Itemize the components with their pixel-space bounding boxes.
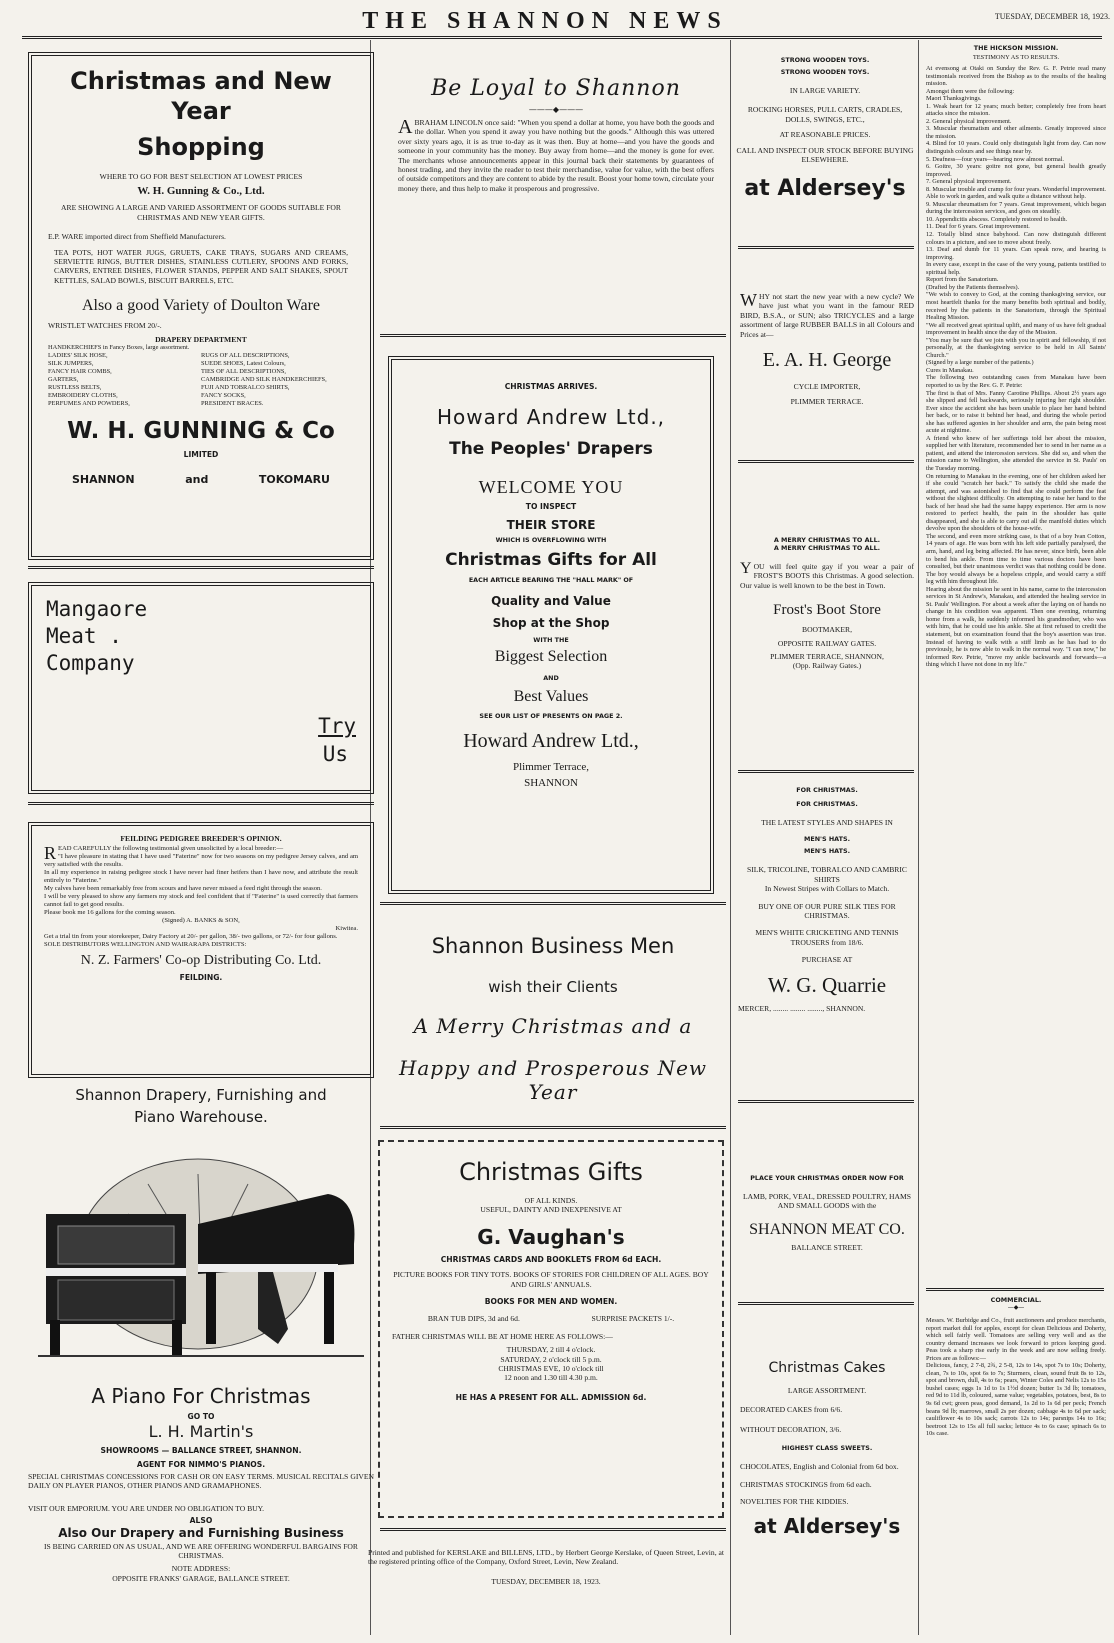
- grand-piano-keys: [198, 1264, 338, 1272]
- frost-merry-2: A MERRY CHRISTMAS TO ALL.: [773, 544, 881, 552]
- martin-address: OPPOSITE FRANKS' GARAGE, BALLANCE STREET.: [112, 1574, 290, 1583]
- george-text: HY not start the new year with a new cycle? We have just what you want in the famour RED BIRD, B.S.A., or SUN; also TRICYCLES and a large assortment of large RUBBER BALLS in all Colours and Prices at—: [740, 292, 914, 339]
- feilding-place: Kiwitea.: [335, 925, 358, 933]
- mangaore-us: Us: [322, 742, 348, 766]
- masthead-date: TUESDAY, DECEMBER 18, 1923.: [994, 12, 1110, 21]
- quarrie-latest: THE LATEST STYLES AND SHAPES IN: [761, 818, 893, 827]
- howard-with: WITH THE: [533, 635, 569, 644]
- ornament-icon: ———◆———: [528, 105, 584, 114]
- feilding-town: FEILDING.: [179, 973, 223, 983]
- vaughan-name: G. Vaughan's: [477, 1224, 625, 1249]
- vaughan-times: THURSDAY, 2 till 4 o'clock. SATURDAY, 2 o'clock till 5 p.m. CHRISTMAS EVE, 10 o'clock till 12 noon and 1.30 till 4.30 p.m.: [498, 1345, 604, 1383]
- gunning-towns: [48, 473, 354, 486]
- howard-gifts: Christmas Gifts for All: [445, 549, 657, 570]
- feilding-company: N. Z. Farmers' Co-op Distributing Co. Ltd.: [80, 953, 322, 969]
- george-street: PLIMMER TERRACE.: [790, 397, 864, 407]
- aldersey-variety: IN LARGE VARIETY.: [789, 86, 861, 95]
- grand-piano-leg: [206, 1272, 216, 1344]
- cakes-stockings: CHRISTMAS STOCKINGS from 6d each.: [740, 1479, 872, 1489]
- martin-also: ALSO: [189, 1516, 213, 1525]
- frost-body: [740, 562, 914, 590]
- divider: [28, 566, 374, 569]
- gunning-advert: [28, 52, 374, 560]
- commercial-title: COMMERCIAL.: [990, 1296, 1042, 1304]
- aldersey-at: at Aldersey's: [744, 176, 906, 202]
- howard-inspect: TO INSPECT: [525, 502, 577, 512]
- quarrie-silk: SILK, TRICOLINE, TOBRALCO AND CAMBRIC SHIRTS: [747, 865, 907, 884]
- quarrie-name: W. G. Quarrie: [767, 972, 887, 997]
- george-advert: [740, 292, 914, 448]
- gunning-and: and: [185, 473, 209, 487]
- quarrie-stripes: In Newest Stripes with Collars to Match.: [764, 884, 890, 894]
- vaughan-tub: BRAN TUB DIPS, 3d and 6d.: [427, 1314, 520, 1324]
- vaughan-advert: [378, 1140, 724, 1518]
- gunning-wristlet: WRISTLET WATCHES FROM 20/-.: [48, 321, 162, 331]
- loyal-text: BRAHAM LINCOLN once said: "When you spend a dollar at home, you have both the goods and the dollar. When you spend it away you have nothing but the goods." Although this was uttered over sixty years ago, it is as true to-day as it was then. Buy at home—and you have the goods and someone in your community has the money. Buy away from home—and the money is gone for ever. The merchants whose announcements appear in this journal back their statements by guarantees of honest trading, and they invite the reader to test their merchandise, value for value, with the best offers of outside competitors and they are content to abide by the result. Boost your home town, circulate your money there, and thus help to make it prosperous and progressive.: [398, 118, 714, 193]
- upright-piano-panel: [58, 1226, 174, 1264]
- vaughan-father: FATHER CHRISTMAS WILL BE AT HOME HERE AS FOLLOWS:—: [392, 1331, 613, 1341]
- divider: [380, 1528, 726, 1531]
- vaughan-useful: USEFUL, DAINTY AND INEXPENSIVE AT: [480, 1205, 622, 1215]
- vaughan-title: Christmas Gifts: [459, 1158, 643, 1186]
- upright-piano-base: [58, 1280, 174, 1320]
- vaughan-present: HE HAS A PRESENT FOR ALL. ADMISSION 6d.: [455, 1392, 647, 1402]
- gunning-drapery-head: DRAPERY DEPARTMENT: [155, 334, 247, 344]
- upright-piano-leg: [172, 1320, 182, 1356]
- loyal-dropcap: A: [398, 116, 413, 138]
- masthead: [0, 4, 1114, 36]
- howard-arrives: CHRISTMAS ARRIVES.: [504, 382, 598, 391]
- cakes-decorated: DECORATED CAKES from 6/6.: [740, 1405, 843, 1415]
- howard-hallmark: EACH ARTICLE BEARING THE "HALL MARK" OF: [468, 575, 634, 584]
- divider: [28, 802, 374, 805]
- hickson-body: At evensong at Otaki on Sunday the Rev. G. F. Petrie read many testimonials received from the Bishop as to the results of the healing mission. Amongst them were the following: Maori Thanksgivings. 1. Weak heart for 12 years; much better; completely free from heart attacks since the mission. 2. General physical improvement. 3. Muscular rheumatism and other ailments. Greatly improved since the mission. 4. Blind for 10 years. Could only distinguish light from day. Can now distinguish colours and see things near by. 5. Deafness—four years—hearing now almost normal. 6. Goitre, 30 years: goitre not gone, but general health greatly improved. 7. General physical improvement. 8. Muscular trouble and cramp for four years. Wonderful improvement. Able to work in garden, and walk quite a distance without help. 9. Muscular rheumatism for 7 years. Great improvement, which began during the intercession services, and goes on steadily. 10. Appendicitis abscess. Completely restored to health. 11. Deaf for 6 years. Great improvement. 12. Totally blind since babyhood. Can now distinguish different colours in a picture, and see to move about freely. 13. Deaf and dumb for 11 years. Can speak now, and hearing is improving. In every case, except in the case of the very young, patients testified to spiritual help. Report from the Sanatorium. (Drafted by the Patients themselves). "We wish to convey to God, at the coming thanksgiving service, our most heartfelt thanks for the many benefits both spiritual and bodily, received by the patients in the Sanatorium, through the Spiritual Healing Mission. "We all received great spiritual uplift, and many of us have felt gradual improvement in health since the day of the Mission. "You may be sure that we join with you in spirit and fellowship, if not personally, at the thanksgiving service to be held in All Saints' Church." (Signed by a large number of the patients.) Cures in Manakau. The following two outstanding cases from Manakau have been reported to us by the Rev. G. F. Petrie: The first is that of Mrs. Fanny Carotine Phillips. About 2½ years ago she slipped and fell backwards, seriously injuring her right shoulder. Ever since the accident she has been unable to place her hand behind her back, or to raise it behind her head, and during the whole period she has suffered agonies in her shoulder and arm, the pain being most acute at nightime. A friend who knew of her sufferings told her about the mission, supplied her with literature, recommended her to send in her name as a patient, and attend the intercession services. She did so, and when the mission came to Wellington, she attended the service in St. Pauls' on the Tuesday morning. On returning to Manakau in the evening, one of her children asked her if she could "scratch her back." To satisfy the child she made the attempt, and was astonished to find that she could perform the feat without the slightest difficulty. On attempting to raise her hand to the back of her head she had the same happy experience. Her arm is now restored to perfect health, the pain in the shoulder has quite disappeared, and she is able to carry out all the manifold duties which devolve upon the shoulders of the house-wife. The second, and even more striking case, is that of a boy Ivan Cotton, 14 years of age. He was born with his left side partially paralysed, the arm, hand, and leg being affected. He has never, since birth, been able to bend his ankle. From time to time various doctors have been consulted, but their unanimous verdict was that nothing could be done. The boy would always be a hopeless cripple, and would carry a stiff leg with him throughout life. Hearing about the mission he sent in his name, came to the intercession services in St Andrew's, Manakau, and attended the healing service in St. Pauls' Wellington. For about a week after the laying on of hands no change in his condition was apparent. Then one evening, returning home from a walk, he suddenly informed his grandmother, who was with him, that he could use his ankle. She at first refused to credit the statement, but on examination found that the boy's assertion was true. Instead of having to walk with a stiff limb as he has had to do previously, he is now able to walk in the normal way. "I can now," he informed Rev. Petrie, "move my ankle backwards and forwards—a thing which I have not done in my life.": [926, 65, 1106, 669]
- howard-store: THEIR STORE: [506, 517, 596, 532]
- divider: [738, 770, 914, 773]
- divider: [738, 246, 914, 249]
- column-rule-3: [918, 40, 919, 1635]
- howard-best: Best Values: [513, 687, 589, 705]
- gunning-showing: ARE SHOWING A LARGE AND VARIED ASSORTMENT OF GOODS SUITABLE FOR CHRISTMAS AND NEW YEAR GIFTS.: [61, 203, 341, 222]
- martin-visit: VISIT OUR EMPORIUM. YOU ARE UNDER NO OBLIGATION TO BUY.: [28, 1504, 265, 1513]
- divider: [380, 902, 726, 905]
- vaughan-of: OF ALL KINDS.: [524, 1196, 578, 1205]
- martin-agent: AGENT FOR NIMMO'S PIANOS.: [136, 1460, 266, 1469]
- divider: [926, 1288, 1104, 1291]
- divider: [738, 1100, 914, 1103]
- business-head: Shannon Business Men: [431, 934, 675, 958]
- frost-dropcap: Y: [740, 560, 752, 577]
- howard-see: SEE OUR LIST OF PRESENTS ON PAGE 2.: [479, 711, 623, 720]
- masthead-rule: [22, 36, 1102, 39]
- upright-piano-keys: [46, 1268, 186, 1276]
- howard-shop: Shop at the Shop: [492, 615, 610, 630]
- howard-town: SHANNON: [524, 776, 578, 789]
- martin-note: NOTE ADDRESS:: [171, 1564, 231, 1573]
- george-name: E. A. H. George: [762, 349, 892, 372]
- meat-street: BALLANCE STREET.: [791, 1242, 863, 1252]
- divider: [738, 460, 914, 463]
- quarrie-hats-2: MEN'S HATS.: [803, 847, 851, 856]
- gunning-epware: E.P. WARE imported direct from Sheffield Manufacturers.: [48, 232, 226, 242]
- gunning-firm: W. H. Gunning & Co., Ltd.: [137, 185, 265, 198]
- aldersey-prices: AT REASONABLE PRICES.: [779, 130, 871, 140]
- ornament-icon: —◆—: [1007, 1304, 1025, 1311]
- hickson-sub: TESTIMONY AS TO RESULTS.: [972, 54, 1060, 61]
- quarrie-ties: BUY ONE OF OUR PURE SILK TIES FOR CHRISTMAS.: [758, 901, 896, 921]
- feilding-distributors: SOLE DISTRIBUTORS WELLINGTON AND WAIRARAPA DISTRICTS:: [44, 941, 247, 949]
- cakes-without: WITHOUT DECORATION, 3/6.: [740, 1424, 842, 1434]
- howard-and: AND: [543, 673, 559, 682]
- gunning-headline-1: Christmas and New Year: [70, 67, 332, 125]
- feilding-text: EAD CAREFULLY the following testimonial given unsolicited by a local breeder:— "I have pleasure in stating that I have used "Faterine" now for two seasons on my pedigree Jersey calves, and am very satisfied with the results. In all my experience in raising pedigree stock I have never had finer heifers than I have now, and attribute the result entirely to "Faterine." My calves have been remarkably free from scours and have never missed a feed right through the season. I will be very pleased to show any farmers my stock and feel confident that if "Faterine" is used correctly that farmers cannot fail to get good results. Please book me 16 gallons for the coming season.: [44, 845, 358, 917]
- commercial-article: [926, 1296, 1106, 1636]
- aldersey-items: ROCKING HORSES, PULL CARTS, CRADLES, DOLLS, SWINGS, ETC.,: [747, 105, 903, 124]
- imprint: [368, 1548, 724, 1628]
- aldersey-toys-1: STRONG WOODEN TOYS.: [780, 56, 870, 64]
- quarrie-hats-1: MEN'S HATS.: [803, 835, 851, 844]
- quarrie-purchase: PURCHASE AT: [801, 955, 853, 965]
- business-happy: Happy and Prosperous New Year: [398, 1056, 708, 1104]
- frost-advert: [740, 536, 914, 716]
- commercial-body: Messrs. W. Burbidge and Co., fruit auctioneers and produce merchants, report market dull for apples, except for clean Delicious and Doherty, which sell fairly well. Tomatoes are selling very well and as the country demand increases we look forward to prices keeping good. Peas took a sharp rise early in the week and are now selling freely. Prices are as follows:— Delicious, fancy, 2 7-8, 2¾, 2 5-8, 12s to 14s, spot 7s to 10s; Doherty, clean, 7s to 10s, spot 6s to 7s; Sturmers, clean, sound fruit 8s to 12s, spot and brown, dull, 4s to 6s; pears, Winter Coles and Nelis 12s to 15s bushel cases; eggs 1s 1d to 1s 1½d dozen; butter 1s 3d lb; tomatoes, red 9d to 11d lb, coloured, same value; vegetables, potatoes, best, 8s to 9s 6d cwt; green peas, good demand, 1s 2d to 1s 6d per peck; French beans 9d lb; marrows, small 2s per dozen; cabbage 4s to 6d per sack; cauliflower 4s to 10s sack; carrots 12s to 14s; parsnips 14s to 16s; beetroot 12s to 15s all full sacks; lettuce 4s to 6s case; spinach 6s to 10s case.: [926, 1317, 1106, 1438]
- column-rule-2: [730, 40, 731, 1635]
- quarrie-for-2: FOR CHRISTMAS.: [796, 800, 858, 808]
- business-wish: wish their Clients: [488, 978, 618, 996]
- martin-special: SPECIAL CHRISTMAS CONCESSIONS FOR CASH OR ON EASY TERMS. MUSICAL RECITALS GIVEN DAILY ON PLAYER PIANOS, OTHER PIANOS AND GRAMAPHONES.: [28, 1472, 374, 1491]
- aldersey-toys-advert: [736, 52, 914, 238]
- gunning-items: TEA POTS, HOT WATER JUGS, GRUETS, CAKE TRAYS, SUGARS AND CREAMS, SERVIETTE RINGS, BUTTER DISHES, STAINLESS CUTLERY, SPOONS AND FORKS, CARVERS, ENTREE DISHES, FLOWER STANDS, PEPPER AND SALT SHAKES, SPOUT KETTLES, SALAD BOWLS, BISCUIT BARRELS, ETC.: [54, 247, 348, 285]
- loyal-title: Be Loyal to Shannon: [431, 76, 681, 101]
- howard-advert: [388, 356, 714, 894]
- martin-advert: [28, 1082, 374, 1634]
- gunning-bigname: W. H. GUNNING & Co: [67, 418, 335, 445]
- vaughan-cards: CHRISTMAS CARDS AND BOOKLETS FROM 6d EACH.: [440, 1254, 662, 1264]
- upright-piano-leg: [50, 1320, 60, 1356]
- howard-street: Plimmer Terrace,: [513, 760, 589, 773]
- business-greeting: [378, 910, 728, 1110]
- quarrie-mercer: MERCER, ........ ........ ........, SHANNON.: [738, 1003, 866, 1013]
- masthead-title: THE SHANNON NEWS: [362, 8, 728, 34]
- george-dropcap: W: [740, 290, 757, 310]
- business-merry: A Merry Christmas and a: [413, 1014, 693, 1038]
- feilding-trial: Get a trial tin from your storekeeper, Dairy Factory at 20/- per gallon, 38/- two gallons, or 72/- for four gallons.: [44, 933, 338, 941]
- aldersey-call: CALL AND INSPECT OUR STOCK BEFORE BUYING ELSEWHERE.: [736, 145, 914, 165]
- feilding-dropcap: R: [44, 843, 57, 864]
- martin-head-2: Piano Warehouse.: [134, 1108, 268, 1126]
- feilding-signed: (Signed) A. BANKS & SON,: [162, 917, 240, 925]
- martin-carried: IS BEING CARRIED ON AS USUAL, AND WE ARE OFFERING WONDERFUL BARGAINS FOR CHRISTMAS.: [44, 1542, 358, 1561]
- gunning-limited: LIMITED: [183, 450, 219, 460]
- vaughan-dips: [392, 1314, 710, 1323]
- mangaore-name: Mangaore Meat . Company: [46, 597, 148, 675]
- imprint-date: TUESDAY, DECEMBER 18, 1923.: [491, 1576, 601, 1586]
- cakes-novelties: NOVELTIES FOR THE KIDDIES.: [740, 1497, 849, 1507]
- howard-quality: Quality and Value: [491, 593, 611, 608]
- howard-welcome: WELCOME YOU: [478, 477, 624, 498]
- martin-piano: A Piano For Christmas: [91, 1384, 311, 1408]
- howard-name-2: Howard Andrew Ltd.,: [463, 729, 639, 752]
- loyal-body: [398, 118, 714, 193]
- vaughan-surprise: SURPRISE PACKETS 1/-.: [591, 1314, 675, 1324]
- meat-items: LAMB, PORK, VEAL, DRESSED POULTRY, HAMS AND SMALL GOODS with the: [742, 1192, 911, 1211]
- martin-head-1: Shannon Drapery, Furnishing and: [75, 1086, 327, 1104]
- martin-drapery: Also Our Drapery and Furnishing Business: [58, 1526, 344, 1540]
- frost-address: PLIMMER TERRACE, SHANNON,: [770, 652, 884, 662]
- gunning-drapery-left: HANDKERCHIEFS in Fancy Boxes, large assortment. LADIES' SILK HOSE, SILK JUMPERS, FANCY HAIR COMBS, GARTERS, RUSTLESS BELTS, EMBROIDERY CLOTHS, PERFUMES AND POWDERS,: [48, 344, 190, 408]
- howard-drapers: The Peoples' Drapers: [449, 439, 653, 460]
- cakes-at: at Aldersey's: [753, 1514, 901, 1539]
- gunning-where: WHERE TO GO FOR BEST SELECTION AT LOWEST PRICES: [99, 172, 303, 181]
- quarrie-for-1: FOR CHRISTMAS.: [796, 786, 858, 794]
- cakes-choc: CHOCOLATES, English and Colonial from 6d box.: [740, 1462, 899, 1472]
- meat-name: SHANNON MEAT CO.: [749, 1220, 905, 1238]
- hickson-article: [926, 44, 1106, 1284]
- quarrie-cricket: MEN'S WHITE CRICKETING AND TENNIS TROUSERS from 18/6.: [755, 928, 899, 947]
- vaughan-books: PICTURE BOOKS FOR TINY TOTS. BOOKS OF STORIES FOR CHILDREN OF ALL AGES. BOY AND GIRLS' ANNUALS.: [393, 1270, 709, 1289]
- gunning-town-1: SHANNON: [72, 473, 135, 487]
- martin-goto: GO TO: [187, 1412, 215, 1421]
- aldersey-toys-2: STRONG WOODEN TOYS.: [780, 68, 870, 76]
- divider: [380, 1126, 726, 1129]
- feilding-advert: [28, 822, 374, 1078]
- cakes-large: LARGE ASSORTMENT.: [787, 1386, 867, 1395]
- vaughan-men: BOOKS FOR MEN AND WOMEN.: [484, 1297, 618, 1307]
- howard-overflowing: WHICH IS OVERFLOWING WITH: [495, 535, 607, 544]
- meat-place: PLACE YOUR CHRISTMAS ORDER NOW FOR: [750, 1174, 904, 1182]
- cakes-title: Christmas Cakes: [768, 1360, 886, 1376]
- gunning-drapery-right: RUGS OF ALL DESCRIPTIONS, SUEDE SHOES, Latest Colours, TIES OF ALL DESCRIPTIONS, CAMBRIDGE AND SILK HANDKERCHIEFS, FUJI AND TOBRALCO SHIRTS, FANCY SOCKS, PRESIDENT BRACES.: [201, 352, 327, 408]
- gunning-headline-2: Shopping: [137, 133, 265, 161]
- george-body: [740, 292, 914, 339]
- frost-merry-1: A MERRY CHRISTMAS TO ALL.: [773, 536, 881, 544]
- cakes-advert: [740, 1360, 914, 1636]
- cakes-sweets: HIGHEST CLASS SWEETS.: [781, 1444, 873, 1453]
- mangaore-try: Try: [318, 714, 356, 738]
- george-cycle: CYCLE IMPORTER,: [793, 382, 861, 392]
- divider: [380, 334, 726, 337]
- frost-text: OU will feel quite gay if you wear a pair of FROST'S BOOTS this Christmas. A good selection. Our value is well known to be the best in Town.: [740, 562, 914, 590]
- hickson-title: THE HICKSON MISSION.: [973, 44, 1059, 52]
- feilding-body: [44, 845, 358, 917]
- martin-showrooms: SHOWROOMS — BALLANCE STREET, SHANNON.: [100, 1446, 302, 1455]
- frost-bootmaker: BOOTMAKER,: [802, 625, 852, 635]
- feilding-title: FEILDING PEDIGREE BREEDER'S OPINION.: [120, 834, 282, 843]
- frost-opposite: OPPOSITE RAILWAY GATES.: [777, 638, 877, 648]
- meat-advert: [740, 1174, 914, 1294]
- pianos-illustration: [28, 1144, 374, 1372]
- divider: [738, 1302, 914, 1305]
- frost-name: Frost's Boot Store: [773, 602, 881, 619]
- martin-name: L. H. Martin's: [148, 1422, 254, 1441]
- gunning-doulton: Also a good Variety of Doulton Ware: [81, 297, 321, 315]
- mangaore-advert: [28, 582, 374, 794]
- grand-piano-leg: [324, 1272, 334, 1344]
- gunning-town-2: TOKOMARU: [258, 473, 330, 487]
- howard-biggest: Biggest Selection: [494, 647, 608, 665]
- quarrie-advert: [738, 786, 916, 1013]
- howard-name: Howard Andrew Ltd.,: [436, 405, 666, 430]
- imprint-text: Printed and published for KERSLAKE and BILLENS, LTD., by Herbert George Kerslake, of Queen Street, Levin, at the registered printing office of the Company, Oxford Street, Levin, New Zealand.: [368, 1548, 724, 1567]
- loyal-article: [398, 52, 714, 322]
- frost-gates: (Opp. Railway Gates.): [792, 661, 862, 671]
